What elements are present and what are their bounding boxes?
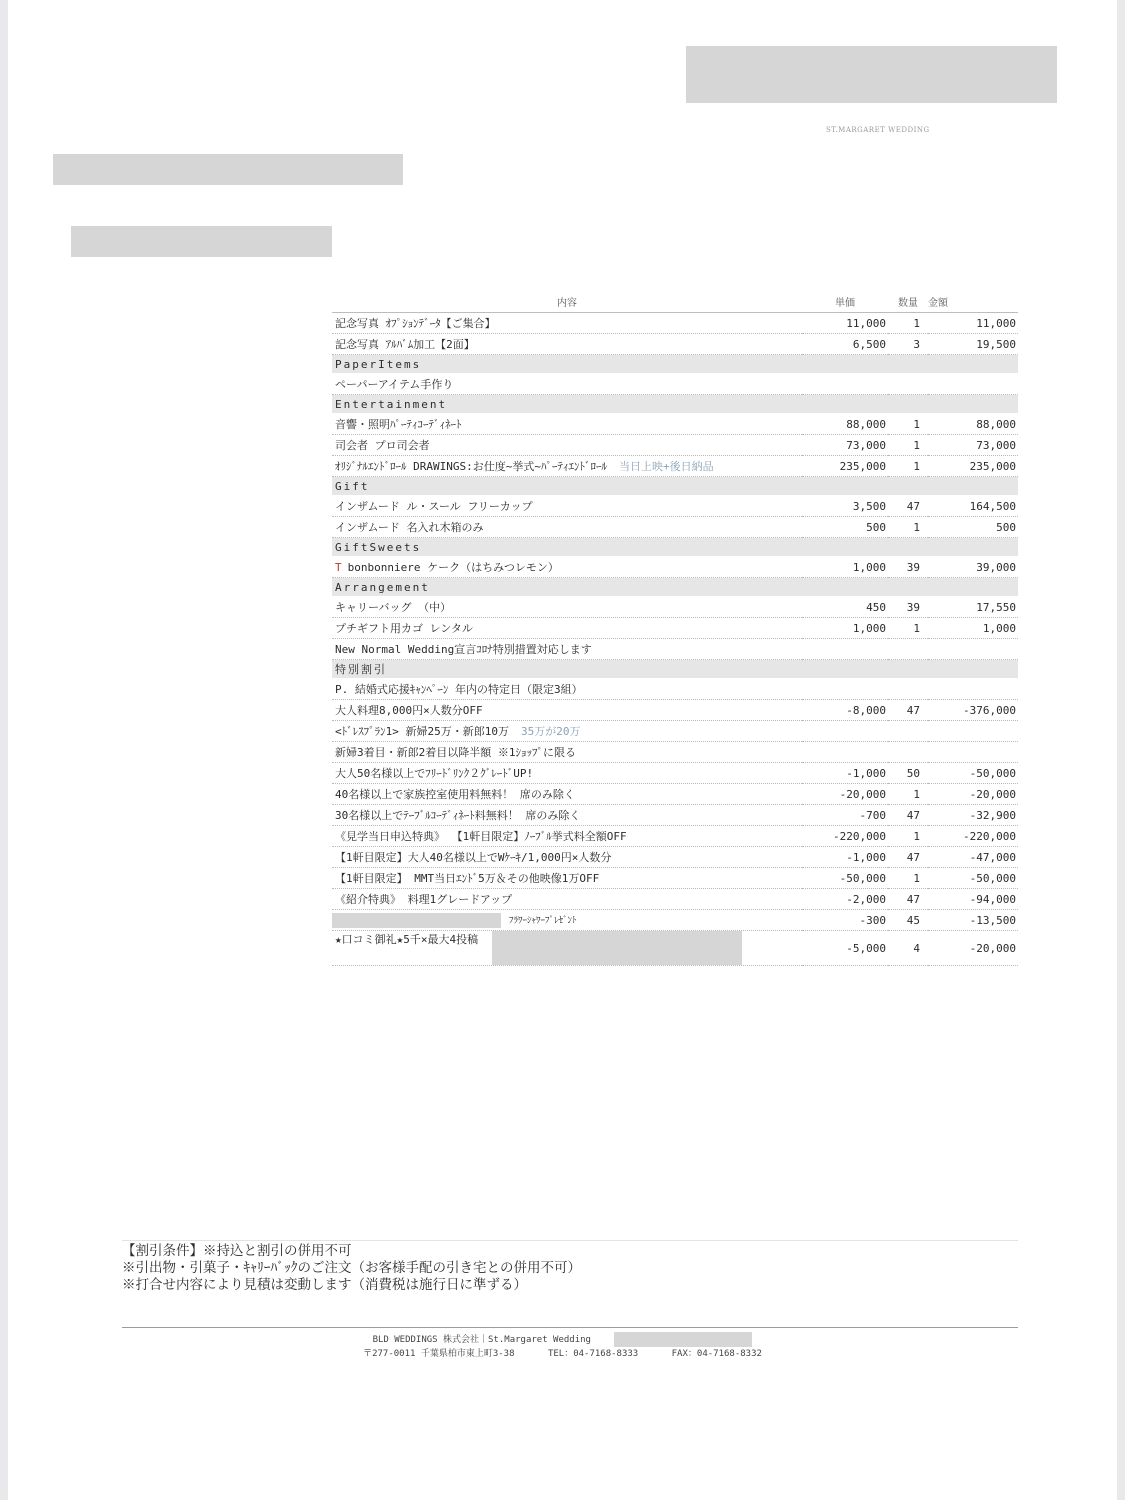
table-row [332,847,1018,868]
unit-price-cell: -20,000 [802,784,888,805]
item-description: 【1軒目限定】大人40名様以上でWｹｰｷ/1,000円×人数分 [335,851,612,864]
item-description: ﾌﾗﾜｰｼｬﾜｰﾌﾟﾚｾﾞﾝﾄ [509,915,577,926]
category-row [332,395,1018,414]
table-row [332,618,1018,639]
discount-conditions [122,1240,1018,1294]
table-row [332,517,1018,538]
estimate-sheet [8,0,1117,1500]
item-description: プチギフト用カゴ レンタル [335,622,473,635]
item-description-cell [332,742,802,763]
footer-address-line [8,1346,1117,1359]
item-description-cell [332,334,802,355]
unit-price-cell [802,679,888,700]
item-note: 35万が20万 [520,725,581,738]
table-row [332,889,1018,910]
column-header-quantity: 数量 [888,290,928,313]
amount-cell: -13,500 [928,910,1018,931]
amount-cell: -50,000 [928,868,1018,889]
item-note: 当日上映+後日納品 [618,460,714,473]
item-description-cell [332,700,802,721]
item-description-cell [332,763,802,784]
amount-cell: 164,500 [928,496,1018,517]
item-description-cell [332,456,802,477]
unit-price-cell [802,721,888,742]
unit-price-cell: -50,000 [802,868,888,889]
quantity-cell: 1 [888,618,928,639]
table-row [332,742,1018,763]
item-prefix-mark: T [335,561,342,574]
quantity-cell: 1 [888,456,928,477]
amount-cell [928,679,1018,700]
quantity-cell: 1 [888,517,928,538]
amount-cell: 1,000 [928,618,1018,639]
item-description: 大人50名様以上でﾌﾘｰﾄﾞﾘﾝｸ２ｸﾞﾚｰﾄﾞUP! [335,767,534,780]
item-description-cell [332,374,802,395]
redacted-header-block [686,46,1057,103]
unit-price-cell: 3,500 [802,496,888,517]
table-row [332,700,1018,721]
table-row [332,557,1018,578]
table-row [332,679,1018,700]
estimate-table [332,290,1018,966]
amount-cell: 500 [928,517,1018,538]
category-label: Gift [332,477,1018,496]
unit-price-cell: 11,000 [802,313,888,334]
table-row [332,334,1018,355]
quantity-cell: 1 [888,868,928,889]
quantity-cell: 3 [888,334,928,355]
item-description-cell [332,847,802,868]
amount-cell: -376,000 [928,700,1018,721]
quantity-cell: 1 [888,435,928,456]
unit-price-cell: -300 [802,910,888,931]
table-row [332,826,1018,847]
category-label: PaperItems [332,355,1018,374]
condition-line: ※打合せ内容により見積は変動します（消費税は施行日に準ずる） [122,1277,527,1293]
item-description: 大人料理8,000円×人数分OFF [335,704,483,717]
category-label: GiftSweets [332,538,1018,557]
item-description: 記念写真 ｵﾌﾟｼｮﾝﾃﾞｰﾀ【ご集合】 [335,317,496,330]
redacted-estimate-total [71,226,332,257]
item-description-cell [332,597,802,618]
item-description-cell [332,496,802,517]
footer-address: 〒277-0011 千葉県柏市東上町3-38 [363,1349,515,1359]
table-row [332,496,1018,517]
quantity-cell: 47 [888,496,928,517]
item-description: P. 結婚式応援ｷｬﾝﾍﾟｰﾝ 年内の特定日（限定3組） [335,683,583,696]
quantity-cell [888,639,928,660]
redacted-item-text [492,931,742,965]
unit-price-cell: -5,000 [802,931,888,966]
unit-price-cell: 6,500 [802,334,888,355]
table-row [332,931,1018,966]
item-description: 《紹介特典》 料理1グレードアップ [335,893,513,906]
redacted-client-name [53,154,403,185]
item-description-cell [332,313,802,334]
amount-cell: 88,000 [928,414,1018,435]
category-row [332,578,1018,597]
quantity-cell: 1 [888,414,928,435]
unit-price-cell [802,742,888,763]
table-row [332,414,1018,435]
table-row [332,721,1018,742]
category-row [332,660,1018,679]
unit-price-cell: -2,000 [802,889,888,910]
brand-logo-text: ST.MARGARET WEDDING [826,126,930,134]
category-row [332,538,1018,557]
footer-tel: TEL：04-7168-8333 [547,1349,639,1359]
item-description: 新婦3着目・新郎2着目以降半額 ※1ｼｮｯﾌﾟに限る [335,746,576,759]
column-header-description: 内容 [332,290,802,313]
item-description-cell [332,721,802,742]
unit-price-cell: -1,000 [802,763,888,784]
table-row [332,868,1018,889]
item-description-cell [332,784,802,805]
table-body [332,313,1018,966]
amount-cell [928,639,1018,660]
item-description: インザムード 名入れ木箱のみ [335,521,484,534]
amount-cell: 17,550 [928,597,1018,618]
quantity-cell [888,742,928,763]
item-description: bonbonniere ケーク（はちみつレモン） [347,561,559,574]
item-description-cell [332,679,802,700]
footer-company-line [8,1332,1117,1347]
item-description-cell [332,868,802,889]
amount-cell: 73,000 [928,435,1018,456]
unit-price-cell: 88,000 [802,414,888,435]
unit-price-cell: 73,000 [802,435,888,456]
redacted-footer-url [614,1332,752,1347]
quantity-cell: 4 [888,931,928,966]
item-description-cell [332,889,802,910]
condition-line: 【割引条件】※持込と割引の併用不可 [122,1243,352,1259]
unit-price-cell: -1,000 [802,847,888,868]
item-description: 【1軒目限定】 MMT当日ｴﾝﾄﾞ5万＆その他映像1万OFF [335,872,600,885]
item-description: ｵﾘｼﾞﾅﾙｴﾝﾄﾞﾛｰﾙ DRAWINGS:お仕度~挙式~ﾊﾟｰﾃｨｴﾝﾄﾞﾛｰﾙ [335,460,607,473]
item-description: 記念写真 ｱﾙﾊﾞﾑ加工【2面】 [335,338,475,351]
amount-cell: -94,000 [928,889,1018,910]
amount-cell [928,742,1018,763]
unit-price-cell: 450 [802,597,888,618]
unit-price-cell [802,374,888,395]
quantity-cell [888,374,928,395]
footer-divider [122,1327,1018,1328]
unit-price-cell: -8,000 [802,700,888,721]
item-description-cell [332,435,802,456]
table-row [332,639,1018,660]
item-description-cell [332,414,802,435]
item-description: <ﾄﾞﾚｽﾌﾟﾗﾝ1> 新婦25万・新郎10万 [335,725,509,738]
table-row [332,313,1018,334]
quantity-cell: 1 [888,826,928,847]
column-header-unit-price: 単価 [802,290,888,313]
unit-price-cell: 1,000 [802,618,888,639]
item-description-cell [332,910,802,931]
table-row [332,456,1018,477]
quantity-cell [888,679,928,700]
category-label: Arrangement [332,578,1018,597]
column-header-amount: 金額 [928,290,1018,313]
item-description-cell [332,826,802,847]
item-description: ★口コミ御礼★5千×最大4投稿 [335,933,479,946]
item-description: 40名様以上で家族控室使用料無料！ 席のみ除く [335,788,575,801]
amount-cell [928,374,1018,395]
quantity-cell: 47 [888,700,928,721]
amount-cell: -47,000 [928,847,1018,868]
table-row [332,763,1018,784]
unit-price-cell: 1,000 [802,557,888,578]
amount-cell: 11,000 [928,313,1018,334]
quantity-cell: 45 [888,910,928,931]
unit-price-cell: -220,000 [802,826,888,847]
table-row [332,805,1018,826]
item-description: 音響・照明ﾊﾟｰﾃｨｺｰﾃﾞｨﾈｰﾄ [335,418,462,431]
unit-price-cell: 235,000 [802,456,888,477]
condition-line: ※引出物・引菓子・ｷｬﾘｰﾊﾞｯｸのご注文（お客様手配の引き宅との併用不可） [122,1260,581,1276]
table-row [332,910,1018,931]
quantity-cell: 1 [888,784,928,805]
table-row [332,597,1018,618]
item-description: 30名様以上でﾃｰﾌﾞﾙｺｰﾃﾞｨﾈｰﾄ料無料！ 席のみ除く [335,809,581,822]
item-description: New Normal Wedding宣言ｺﾛﾅ特別措置対応します [335,643,592,656]
quantity-cell: 39 [888,557,928,578]
item-description: ペーパーアイテム手作り [335,378,454,391]
quantity-cell: 50 [888,763,928,784]
unit-price-cell: -700 [802,805,888,826]
quantity-cell: 47 [888,805,928,826]
amount-cell: 19,500 [928,334,1018,355]
quantity-cell: 1 [888,313,928,334]
footer-company: BLD WEDDINGS 株式会社｜St.Margaret Wedding [372,1335,591,1345]
item-description-cell [332,805,802,826]
category-label: 特別割引 [332,660,1018,679]
item-description: キャリーバッグ （中） [335,601,452,614]
item-description-cell [332,517,802,538]
item-description: 司会者 プロ司会者 [335,439,430,452]
amount-cell [928,721,1018,742]
amount-cell: -20,000 [928,784,1018,805]
amount-cell: 235,000 [928,456,1018,477]
amount-cell: -220,000 [928,826,1018,847]
redacted-item-text [332,913,501,928]
table-row [332,374,1018,395]
item-description-cell [332,931,802,966]
quantity-cell [888,721,928,742]
item-description: インザムード ル・スール フリーカップ [335,500,533,513]
item-description: 《見学当日申込特典》 【1軒目限定】ﾉｰﾌﾞﾙ挙式料全額OFF [335,830,627,843]
quantity-cell: 47 [888,889,928,910]
amount-cell: -50,000 [928,763,1018,784]
item-description-cell [332,618,802,639]
item-description-cell [332,557,802,578]
quantity-cell: 39 [888,597,928,618]
category-label: Entertainment [332,395,1018,414]
category-row [332,477,1018,496]
amount-cell: -20,000 [928,931,1018,966]
amount-cell: -32,900 [928,805,1018,826]
footer-fax: FAX：04-7168-8332 [671,1349,762,1359]
quantity-cell: 47 [888,847,928,868]
table-header-row [332,290,1018,313]
category-row [332,355,1018,374]
unit-price-cell [802,639,888,660]
table-row [332,784,1018,805]
amount-cell: 39,000 [928,557,1018,578]
table-row [332,435,1018,456]
unit-price-cell: 500 [802,517,888,538]
item-description-cell [332,639,802,660]
